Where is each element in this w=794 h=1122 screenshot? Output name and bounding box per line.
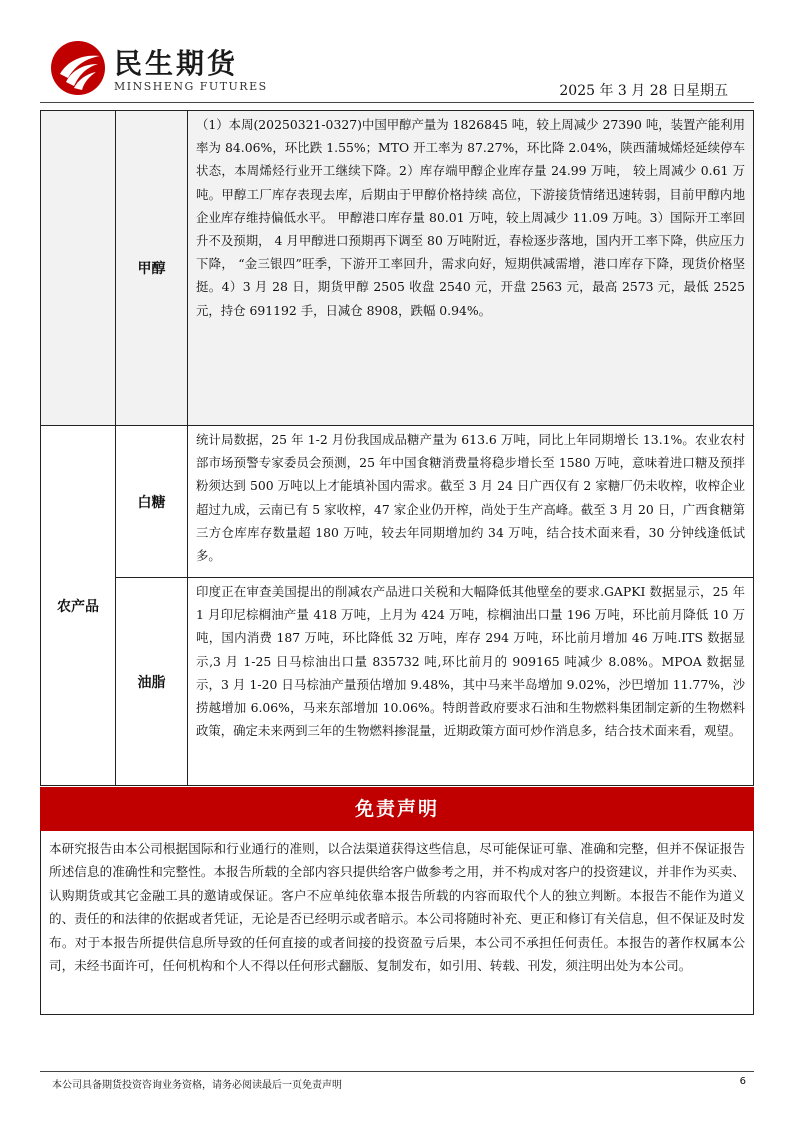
disclaimer-body: 本研究报告由本公司根据国际和行业通行的准则，以合法渠道获得这些信息，尽可能保证可靠、准确和完整，但并不保证报告所述信息的准确性和完整性。本报告所载的全部内容只提供给客户做参考之用，并不构成对客户的投资建议，并非作为买卖、认购期货或其它金融工具的邀请或保证。客户不应单纯依靠本报告所载的内容而取代个人的独立判断。本报告不能作为道义的、责任的和法律的依据或者凭证，无论是否已经明示或者暗示。本公司将随时补充、更正和修订有关信息，但不保证及时发布。对于本报告所提供信息所导致的任何直接的或者间接的投资盈亏后果，本公司不承担任何责任。本报告的著作权属本公司，未经书面许可，任何机构和个人不得以任何形式翻版、复制发布，如引用、转载、刊发，须注明出处为本公司。 xyxy=(40,831,754,1015)
table-row-methanol xyxy=(41,111,754,426)
page-header xyxy=(0,0,794,110)
subcategory-cell-oils: 油脂 xyxy=(116,578,188,786)
subcategory-cell-sugar: 白糖 xyxy=(116,426,188,578)
category-cell xyxy=(41,111,116,426)
disclaimer-title: 免责声明 xyxy=(40,787,754,831)
minsheng-logo-icon xyxy=(50,40,106,96)
header-divider xyxy=(40,102,754,103)
commentary-oils: 印度正在审查美国提出的削减农产品进口关税和大幅降低其他壁垒的要求.GAPKI 数据显示，25 年 1 月印尼棕榈油产量 418 万吨，上月为 424 万吨，棕榈油出口量 196 万吨，环比前月降低 10 万吨，国内消费 187 万吨，环比降低 32 万吨，库存 294 万吨，环比前月增加 46 万吨.ITS 数据显示,3 月 1-25 日马棕油出口量 835732 吨,环比前月的 909165 吨减少 8.08%。MPOA 数据显示，3 月 1-20 日马棕油产量预估增加 9.48%，其中马来半岛增加 9.02%，沙巴增加 11.77%，沙捞越增加 6.06%，马来东部增加 10.06%。特朗普政府要求石油和生物燃料集团制定新的生物燃料政策，确定未来两到三年的生物燃料掺混量，近期政策方面可炒作消息多，结合技术面来看，观望。 xyxy=(188,578,754,786)
footer-note: 本公司具备期货投资咨询业务资格，请务必阅读最后一页免责声明 xyxy=(52,1080,342,1091)
page-number: 6 xyxy=(739,1076,746,1087)
subcategory-cell-methanol: 甲醇 xyxy=(116,111,188,426)
footer-divider xyxy=(40,1071,754,1072)
category-cell-agriculture: 农产品 xyxy=(41,426,116,786)
logo-chinese-name: 民生期货 xyxy=(114,47,239,80)
logo-english-name: MINSHENG FUTURES xyxy=(114,80,268,93)
commentary-table xyxy=(40,110,754,786)
table-row-oils xyxy=(41,578,754,786)
commentary-sugar: 统计局数据，25 年 1-2 月份我国成品糖产量为 613.6 万吨，同比上年同期增长 13.1%。农业农村部市场预警专家委员会预测，25 年中国食糖消费量将稳步增长至 1580 万吨，意味着进口糖及预拌粉须达到 500 万吨以上才能填补国内需求。截至 3 月 24 日广西仅有 2 家糖厂仍未收榨，收榨企业超过九成，云南已有 5 家收榨，47 家企业仍开榨，尚处于生产高峰。截至 3 月 20 日，广西食糖第三方仓库库存数量超 180 万吨，较去年同期增加约 34 万吨，结合技术面来看，30 分钟线逢低试多。 xyxy=(188,426,754,578)
report-date: 2025 年 3 月 28 日星期五 xyxy=(559,83,728,99)
table-row-sugar xyxy=(41,426,754,578)
commentary-methanol: （1）本周(20250321-0327)中国甲醇产量为 1826845 吨，较上周减少 27390 吨，装置产能利用率为 84.06%，环比跌 1.55%；MTO 开工率为 87.27%，环比降 2.04%，陕西蒲城烯烃延续停车状态，本周烯烃行业开工继续下降。2）库存端甲醇企业库存量 24.99 万吨， 较上周减少 0.61 万吨。甲醇工厂库存表现去库，后期由于甲醇价格持续 高位，下游接货情绪迅速转弱，目前甲醇内地企业库存维持偏低水平。 甲醇港口库存量 80.01 万吨，较上周减少 11.09 万吨。3）国际开工率回升不及预期， 4 月甲醇进口预期再下调至 80 万吨附近，春检逐步落地，国内开工率下降，供应压力下降， “金三银四”旺季，下游开工率回升，需求向好，短期供减需增，港口库存下降，现货价格坚挺。4）3 月 28 日，期货甲醇 2505 收盘 2540 元，开盘 2563 元，最高 2573 元，最低 2525 元，持仓 691192 手，日减仓 8908，跌幅 0.94%。 xyxy=(188,111,754,426)
